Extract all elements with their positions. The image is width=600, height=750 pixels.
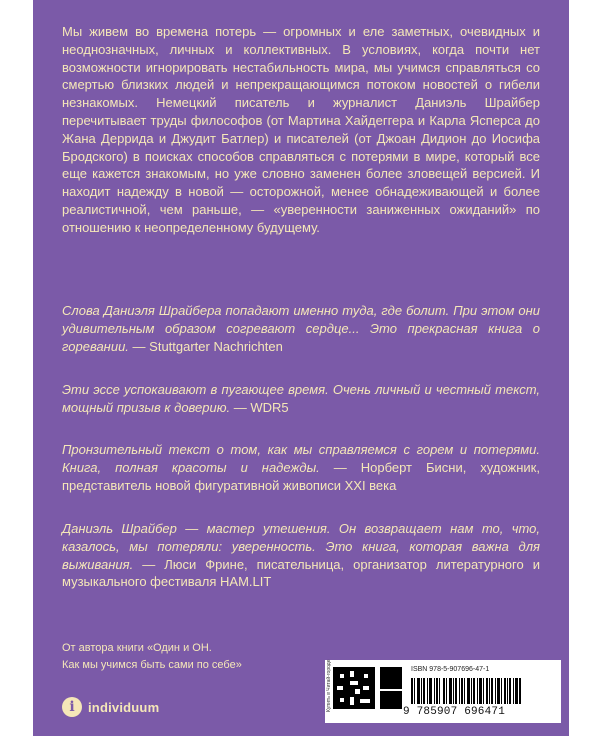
quote-4-source: — Люси Фрине, писательница, организатор литературного и музыкального фестиваля HAM.LIT xyxy=(62,556,540,590)
quote-4-text: Даниэль Шрайбер — мастер утешения. Он возвращает нам то, что, казалось, мы потеряли: уверенность. Это книга, которая важна для выживания. xyxy=(62,521,540,572)
from-author-line-2: Как мы учимся быть сами по себе» xyxy=(62,659,242,671)
quote-2 xyxy=(62,381,540,417)
isbn-label: ISBN 978-5-907696-47-1 xyxy=(411,666,490,673)
quote-1-source: — Stuttgarter Nachrichten xyxy=(132,338,283,354)
quote-3-text: Пронзительный текст о том, как мы справляемся с горем и потерями. Книга, полная красоты и надежды. xyxy=(62,442,540,475)
quote-1-text: Слова Даниэля Шрайбера попадают именно туда, где болит. При этом они удивительным образом согревают сердце... Это прекрасная книга о горевании. xyxy=(62,303,540,354)
from-author-line-1: От автора книги «Один и ОН. xyxy=(62,642,212,654)
isbn-block xyxy=(325,660,561,723)
quote-3 xyxy=(62,441,540,494)
quote-2-text: Эти эссе успокаивают в пугающее время. Очень личный и честный текст, мощный призыв к доверию. xyxy=(62,382,540,415)
annotation-text: Мы живем во времена потерь — огромных и еле заметных, очевидных и неоднозначных, личных и коллективных. В условиях, когда почти нет возможности игнорировать нестабильность мира, мы учимся справляться со смертью близких людей и непрекращающимся потоком новостей о гибели незнакомых. Немецкий писатель и журналист Даниэль Шрайбер перечитывает труды философов (от Мартина Хайдеггера и Карла Ясперса до Жана Деррида и Джудит Батлер) и писателей (от Джоан Дидион до Иосифа Бродского) в поисках способов справляться с потерями в мире, который все еще кажется знакомым, но уже словно заменен более зловещей версией. И находит надежду в новой — осторожной, менее обнадеживающей и более реалистичной, чем раньше, — «уверенности заниженных ожиданий» по отношению к неопределенному будущему. xyxy=(62,24,540,235)
back-cover xyxy=(33,0,569,736)
barcode-logo-icon xyxy=(380,667,402,689)
quote-3-source: — Норберт Бисни, художник, представитель новой фигуративной живописи XXI века xyxy=(62,459,540,493)
quote-2-source: — WDR5 xyxy=(233,399,289,415)
barcode xyxy=(411,678,553,704)
barcode-k-icon xyxy=(380,691,402,709)
publisher-logo xyxy=(62,697,159,717)
qr-code-icon xyxy=(333,667,375,709)
publisher-name: individuum xyxy=(88,699,160,715)
quote-4 xyxy=(62,520,540,591)
from-author-note xyxy=(62,640,242,674)
barcode-number: 9 785907 696471 xyxy=(403,706,506,718)
qr-caption: Купить в Читай-городе xyxy=(326,659,332,712)
publisher-logo-icon: i xyxy=(62,697,82,717)
quote-1 xyxy=(62,302,540,355)
